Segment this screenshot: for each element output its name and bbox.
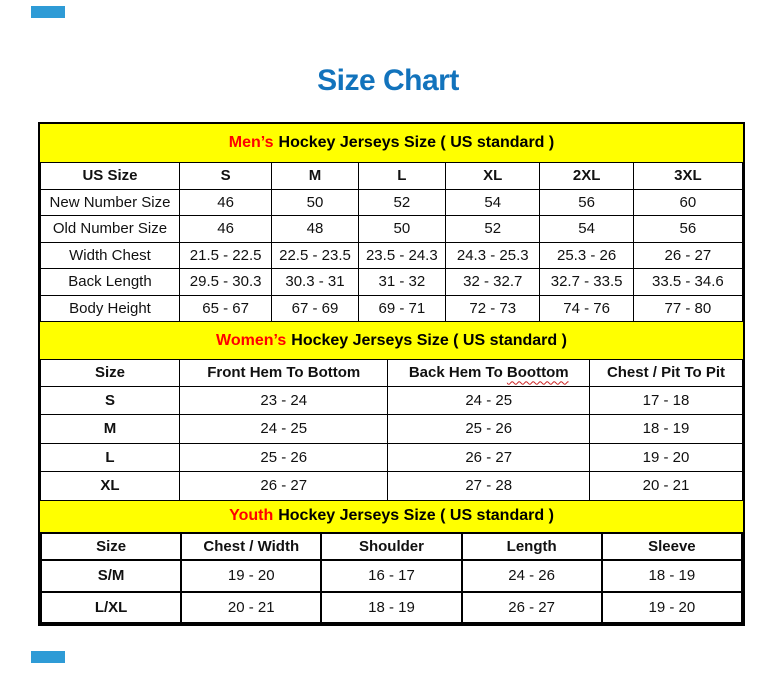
womens-title-rest: Hockey Jerseys Size ( US standard ) (291, 331, 567, 349)
size-value: 16 - 17 (321, 560, 461, 592)
column-header: L (358, 163, 445, 190)
size-value: 54 (446, 189, 540, 216)
size-value: 17 - 18 (589, 386, 742, 415)
blue-marker-top (31, 6, 65, 18)
size-value: 60 (633, 189, 742, 216)
row-label: L (41, 443, 180, 472)
column-header: Size (41, 360, 180, 387)
size-value: 26 - 27 (388, 443, 589, 472)
table-row (41, 216, 743, 243)
size-value: 48 (272, 216, 358, 243)
size-value: 52 (446, 216, 540, 243)
row-label: Width Chest (41, 242, 180, 269)
column-header (388, 360, 589, 387)
column-header: Chest / Width (181, 533, 321, 561)
mens-size-table (40, 162, 743, 322)
row-label: Back Length (41, 269, 180, 296)
womens-size-table (40, 359, 743, 501)
column-header: Shoulder (321, 533, 461, 561)
size-value: 18 - 19 (321, 592, 461, 624)
size-value: 54 (540, 216, 633, 243)
mens-section (40, 124, 743, 322)
size-value: 74 - 76 (540, 295, 633, 322)
size-value: 29.5 - 30.3 (179, 269, 271, 296)
table-row (41, 269, 743, 296)
size-value: 23.5 - 24.3 (358, 242, 445, 269)
column-header: XL (446, 163, 540, 190)
size-value: 19 - 20 (602, 592, 742, 624)
header-row (41, 163, 743, 190)
page-title: Size Chart (317, 64, 459, 97)
size-value: 20 - 21 (181, 592, 321, 624)
size-value: 25.3 - 26 (540, 242, 633, 269)
youth-size-table (40, 532, 743, 625)
size-value: 67 - 69 (272, 295, 358, 322)
size-value: 25 - 26 (179, 443, 387, 472)
size-value: 33.5 - 34.6 (633, 269, 742, 296)
size-value: 22.5 - 23.5 (272, 242, 358, 269)
size-value: 69 - 71 (358, 295, 445, 322)
header-row (41, 360, 743, 387)
size-value: 65 - 67 (179, 295, 271, 322)
size-value: 21.5 - 22.5 (179, 242, 271, 269)
size-value: 26 - 27 (462, 592, 602, 624)
table-row (41, 560, 742, 592)
size-value: 18 - 19 (602, 560, 742, 592)
size-value: 24 - 26 (462, 560, 602, 592)
column-header: Length (462, 533, 602, 561)
size-value: 32.7 - 33.5 (540, 269, 633, 296)
size-value: 25 - 26 (388, 415, 589, 444)
size-value: 30.3 - 31 (272, 269, 358, 296)
size-value: 56 (540, 189, 633, 216)
row-label: L/XL (41, 592, 181, 624)
table-row (41, 472, 743, 501)
size-chart-tables (38, 122, 745, 626)
column-header: US Size (41, 163, 180, 190)
size-value: 24.3 - 25.3 (446, 242, 540, 269)
youth-accent-label: Youth (229, 507, 274, 524)
size-value: 72 - 73 (446, 295, 540, 322)
mens-title-rest: Hockey Jerseys Size ( US standard ) (278, 134, 555, 151)
size-value: 18 - 19 (589, 415, 742, 444)
table-row (41, 443, 743, 472)
row-label: Old Number Size (41, 216, 180, 243)
column-header: Front Hem To Bottom (179, 360, 387, 387)
size-value: 26 - 27 (179, 472, 387, 501)
misspelled-word: Boottom (506, 364, 569, 382)
size-value: 23 - 24 (179, 386, 387, 415)
youth-title-rest: Hockey Jerseys Size ( US standard ) (278, 507, 554, 524)
table-row (41, 295, 743, 322)
size-value: 52 (358, 189, 445, 216)
table-row (41, 242, 743, 269)
row-label: New Number Size (41, 189, 180, 216)
size-value: 46 (179, 216, 271, 243)
column-header: 3XL (633, 163, 742, 190)
mens-section-header (40, 124, 743, 162)
row-label: M (41, 415, 180, 444)
youth-section (40, 501, 743, 625)
size-value: 20 - 21 (589, 472, 742, 501)
column-header: S (179, 163, 271, 190)
size-value: 31 - 32 (358, 269, 445, 296)
size-value: 24 - 25 (179, 415, 387, 444)
row-label: S (41, 386, 180, 415)
header-text: Back Hem To (408, 364, 507, 382)
size-value: 19 - 20 (589, 443, 742, 472)
womens-accent-label: Women’s (216, 331, 287, 349)
column-header: M (272, 163, 358, 190)
size-value: 50 (358, 216, 445, 243)
row-label: Body Height (41, 295, 180, 322)
column-header: 2XL (540, 163, 633, 190)
header-row (41, 533, 742, 561)
size-value: 56 (633, 216, 742, 243)
size-value: 46 (179, 189, 271, 216)
table-row (41, 415, 743, 444)
row-label: XL (41, 472, 180, 501)
size-value: 19 - 20 (181, 560, 321, 592)
table-row (41, 592, 742, 624)
blue-marker-bottom (31, 651, 65, 663)
table-row (41, 386, 743, 415)
womens-section (40, 322, 743, 501)
size-value: 50 (272, 189, 358, 216)
column-header: Chest / Pit To Pit (589, 360, 742, 387)
size-value: 24 - 25 (388, 386, 589, 415)
size-value: 27 - 28 (388, 472, 589, 501)
size-value: 77 - 80 (633, 295, 742, 322)
womens-section-header (40, 322, 743, 359)
column-header: Sleeve (602, 533, 742, 561)
table-row (41, 189, 743, 216)
column-header: Size (41, 533, 181, 561)
mens-accent-label: Men’s (228, 134, 274, 151)
size-value: 32 - 32.7 (446, 269, 540, 296)
row-label: S/M (41, 560, 181, 592)
youth-section-header (40, 501, 743, 532)
size-value: 26 - 27 (633, 242, 742, 269)
